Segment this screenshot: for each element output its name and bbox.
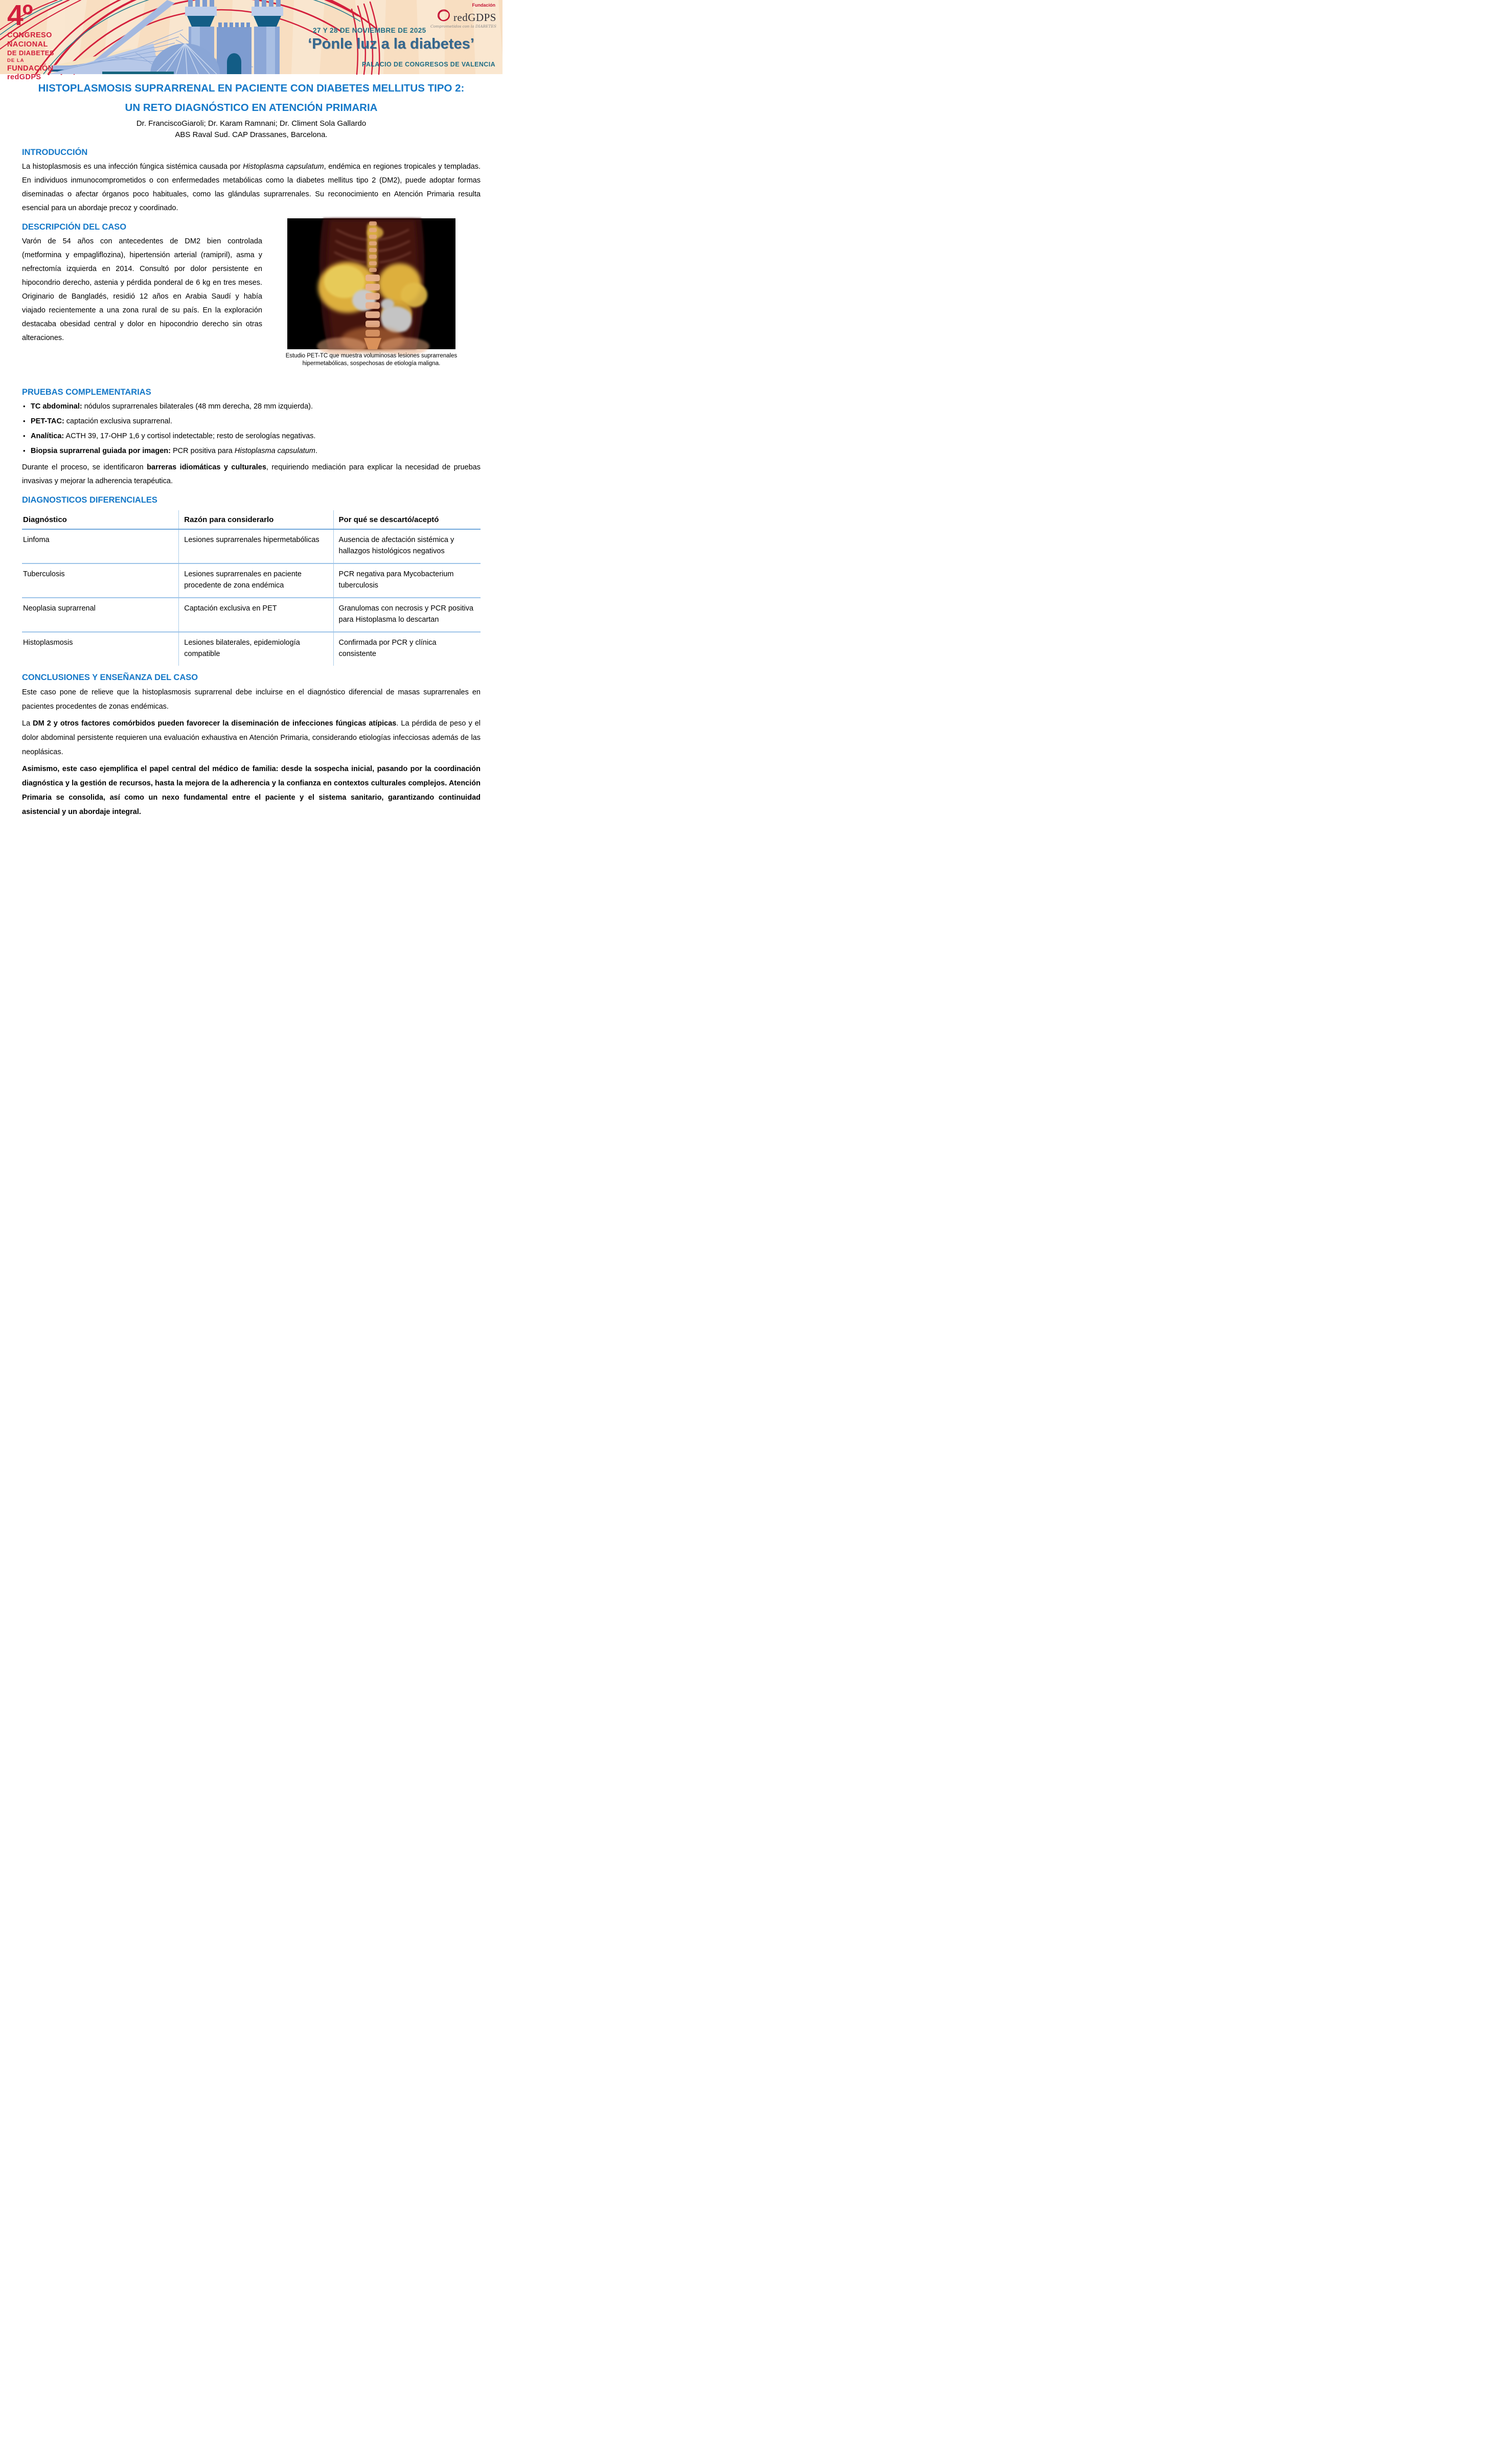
- cell-razon: Lesiones bilaterales, epidemiología compatible: [179, 632, 333, 666]
- cell-razon: Lesiones suprarrenales en paciente procedente de zona endémica: [179, 563, 333, 598]
- section-heading-introduccion: INTRODUCCIÓN: [22, 147, 88, 157]
- congress-line-congreso: CONGRESO: [7, 31, 52, 39]
- redgdps-logo: [430, 3, 496, 29]
- congress-line-fundacion: FUNDACIÓN: [7, 64, 54, 73]
- event-venue: PALACIO DE CONGRESOS DE VALENCIA: [362, 61, 495, 68]
- conclusiones-p2: La DM 2 y otros factores comórbidos pueden favorecer la diseminación de infecciones fúngicas atípicas. La pérdida de peso y el dolor abdominal persistente requieren una evaluación exhaustiva en Atención Primaria, considerando etiologías infecciosas además de las neoplásicas.: [22, 719, 481, 756]
- conclusiones-p1: Este caso pone de relieve que la histoplasmosis suprarrenal debe incluirse en el diagnóstico diferencial de masas suprarrenales en pacientes procedentes de zonas endémicas.: [22, 688, 481, 711]
- pet-ct-scan-graphic: [287, 218, 455, 349]
- event-dates: 27 Y 28 DE NOVIEMBRE DE 2025: [313, 27, 426, 34]
- congress-number: 4º: [7, 0, 32, 32]
- cell-diagnostico: Histoplasmosis: [23, 638, 73, 647]
- caso-paragraph: Varón de 54 años con antecedentes de DM2 bien controlada (metformina y empagliflozina), hipertensión arterial (ramipril), asma y nefrectomía izquierda en 2014. Consultó por dolor persistente en hipocondrio derecho, astenia y pérdida ponderal de 6 kg en tres meses. Originario de Bangladés, residió 12 años en Arabia Saudí y había viajado recientemente a una zona rural de su país. En la exploración destacaba obesidad central y dolor en hipocondrio derecho sin otras alteraciones.: [22, 237, 262, 342]
- poster-content: [0, 82, 503, 819]
- table-row: [22, 529, 481, 563]
- event-slogan: ‘Ponle luz a la diabetes’: [308, 36, 474, 52]
- redgdps-fundacion-label: Fundación: [472, 3, 495, 8]
- authors-affiliation: ABS Raval Sud. CAP Drassanes, Barcelona.: [175, 130, 328, 139]
- pet-ct-figure: [262, 218, 481, 368]
- section-heading-pruebas: PRUEBAS COMPLEMENTARIAS: [22, 387, 151, 397]
- cell-razon: Captación exclusiva en PET: [179, 598, 333, 632]
- congress-header-banner: [0, 0, 503, 81]
- cell-diagnostico: Tuberculosis: [22, 563, 179, 598]
- introduccion-paragraph: La histoplasmosis es una infección fúngica sistémica causada por Histoplasma capsulatum, endémica en regiones tropicales y templadas. En individuos inmunocomprometidos o con enfermedades metabólicas como la diabetes mellitus tipo 2 (DM2), puede adoptar formas diseminadas o afectar órganos poco habituales, como las glándulas suprarrenales. Su reconocimiento en Atención Primaria resulta esencial para un abordaje precoz y coordinado.: [22, 162, 481, 212]
- redgdps-wordmark: redGDPS: [453, 11, 496, 24]
- cell-razon: Lesiones suprarrenales hipermetabólicas: [179, 529, 333, 563]
- cell-diagnostico: Neoplasia suprarrenal: [22, 598, 179, 632]
- pruebas-list: [22, 401, 481, 456]
- column-header-razon: Razón para considerarlo: [179, 510, 333, 529]
- case-and-figure-columns: [22, 218, 481, 368]
- congress-line-dela: DE LA: [7, 58, 25, 63]
- pet-ct-caption: Estudio PET-TC que muestra voluminosas lesiones suprarrenales hipermetabólicas, sospechosas de etiología maligna.: [285, 352, 458, 367]
- section-heading-conclusiones: CONCLUSIONES Y ENSEÑANZA DEL CASO: [22, 672, 198, 682]
- congress-line-nacional: NACIONAL: [7, 40, 48, 49]
- section-heading-diferenciales: DIAGNOSTICOS DIFERENCIALES: [22, 495, 157, 505]
- authors-names: Dr. FranciscoGiaroli; Dr. Karam Ramnani; Dr. Climent Sola Gallardo: [136, 119, 367, 128]
- poster-page: [0, 0, 503, 821]
- poster-title: [22, 82, 481, 114]
- case-column: [22, 218, 262, 368]
- authors-block: [22, 118, 481, 141]
- congress-logo-block: [7, 1, 54, 81]
- congress-line-diabetes: DE DIABETES: [7, 49, 54, 57]
- pet-ct-image: [287, 218, 455, 349]
- list-item: • Analítica: ACTH 39, 17-OHP 1,6 y cortisol indetectable; resto de serologías negativas.: [22, 431, 481, 441]
- pruebas-nota: Durante el proceso, se identificaron barreras idiomáticas y culturales, requiriendo mediación para explicar la necesidad de pruebas invasivas y mejorar la adherencia terapéutica.: [22, 463, 481, 485]
- cell-diagnostico: Linfoma: [22, 529, 179, 563]
- column-header-diagnostico: Diagnóstico: [22, 510, 179, 529]
- table-row: [22, 632, 481, 666]
- section-heading-caso: DESCRIPCIÓN DEL CASO: [22, 222, 127, 232]
- table-row: [22, 563, 481, 598]
- cell-descarte: Confirmada por PCR y clínica consistente: [333, 632, 481, 666]
- differential-diagnosis-table: [22, 510, 481, 666]
- cell-descarte: Granulomas con necrosis y PCR positiva para Histoplasma lo descartan: [333, 598, 481, 632]
- cell-descarte: Ausencia de afectación sistémica y hallazgos histológicos negativos: [333, 529, 481, 563]
- list-item: • TC abdominal: nódulos suprarrenales bilaterales (48 mm derecha, 28 mm izquierda).: [22, 401, 481, 412]
- poster-title-line1: HISTOPLASMOSIS SUPRARRENAL EN PACIENTE CON DIABETES MELLITUS TIPO 2:: [38, 82, 465, 94]
- poster-title-line2: UN RETO DIAGNÓSTICO EN ATENCIÓN PRIMARIA: [125, 101, 378, 114]
- figure-column: [262, 218, 481, 368]
- table-row: [22, 598, 481, 632]
- conclusiones-p3: Asimismo, este caso ejemplifica el papel central del médico de familia: desde la sospecha inicial, pasando por la coordinación diagnóstica y la gestión de recursos, hasta la mejora de la adherencia y la confianza en contextos culturales complejos. Atención Primaria se consolida, así como un nexo fundamental entre el paciente y el sistema sanitario, garantizando continuidad asistencial y un abordaje integral.: [22, 764, 481, 816]
- list-item: • Biopsia suprarrenal guiada por imagen: PCR positiva para Histoplasma capsulatum.: [22, 446, 481, 456]
- column-header-descarte: Por qué se descartó/aceptó: [333, 510, 481, 529]
- conclusions-block: [22, 673, 481, 819]
- list-item: • PET-TAC: captación exclusiva suprarrenal.: [22, 416, 481, 426]
- cell-descarte: PCR negativa para Mycobacterium tuberculosis: [333, 563, 481, 598]
- redgdps-circle-icon: [436, 8, 451, 23]
- redgdps-tagline: Comprometidos con la DIABETES: [430, 24, 496, 29]
- table-header-row: [22, 510, 481, 529]
- congress-line-redgdps: redGDPS: [7, 73, 41, 81]
